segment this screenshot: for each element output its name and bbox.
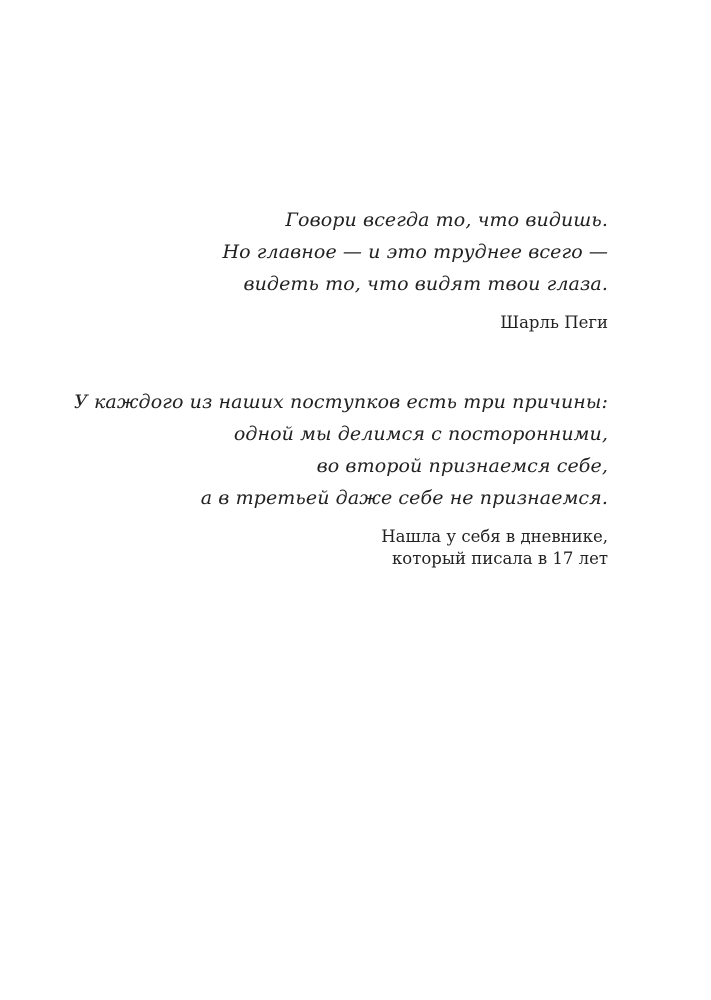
attribution-line: Шарль Пеги xyxy=(500,313,608,332)
epigraph-peguy xyxy=(222,204,608,334)
epigraph-quote xyxy=(222,204,608,300)
epigraph-attribution xyxy=(222,312,608,334)
quote-line: У каждого из наших поступков есть три причины: xyxy=(74,391,608,413)
quote-line: Но главное — и это труднее всего — xyxy=(222,241,608,263)
epigraph-diary xyxy=(74,386,608,570)
quote-line: одной мы делимся с посторонними, xyxy=(233,423,608,445)
epigraph-quote xyxy=(74,386,608,514)
quote-line: Говори всегда то, что видишь. xyxy=(285,209,608,231)
quote-line: во второй признаемся себе, xyxy=(316,455,608,477)
attribution-line: Нашла у себя в дневнике, xyxy=(381,527,608,546)
quote-line: а в третьей даже себе не признаемся. xyxy=(200,487,608,509)
quote-line: видеть то, что видят твои глаза. xyxy=(243,273,608,295)
attribution-line: который писала в 17 лет xyxy=(391,549,608,568)
epigraph-attribution xyxy=(74,526,608,570)
